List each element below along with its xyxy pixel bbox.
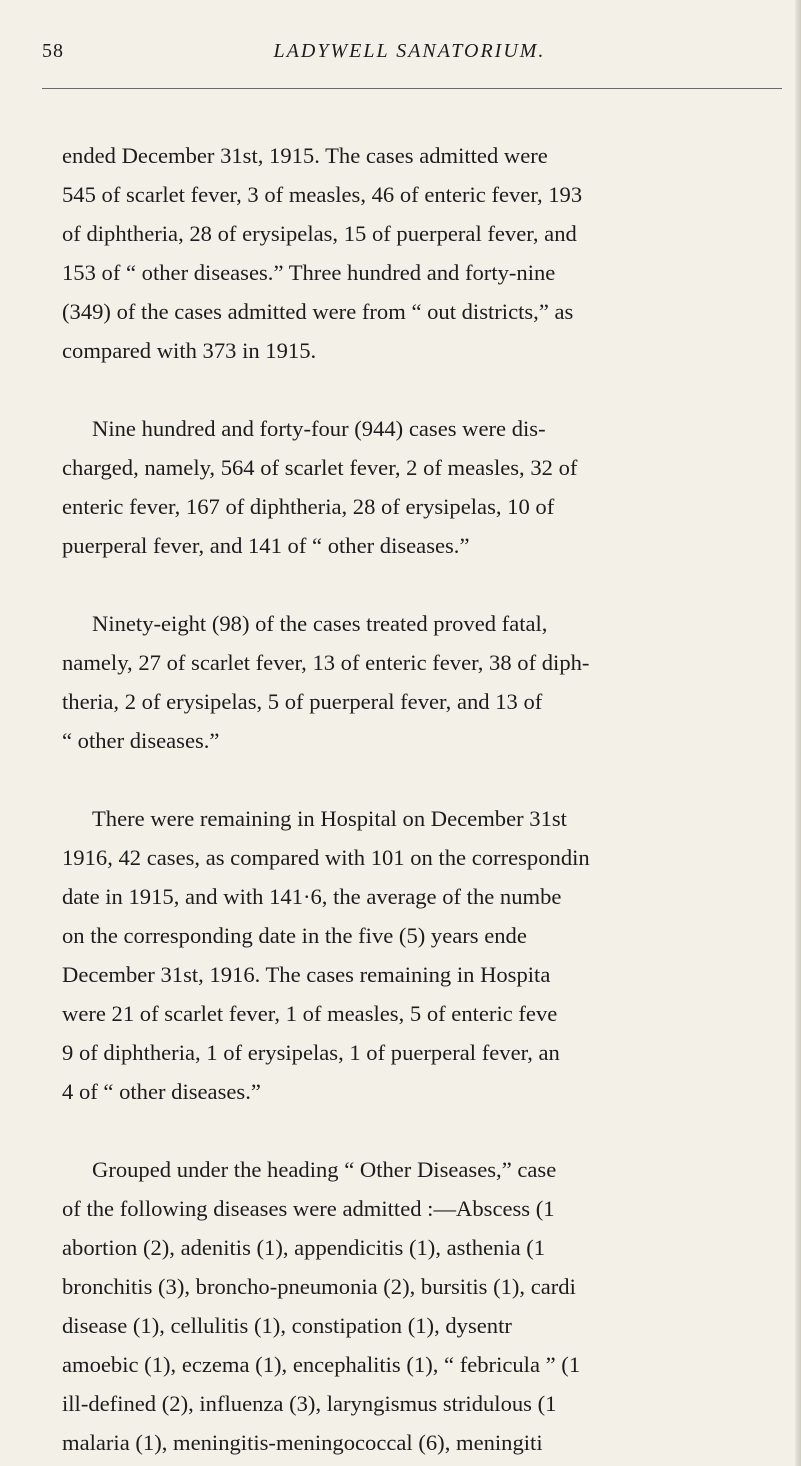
text-line: Ninety-eight (98) of the cases treated proved fatal,: [92, 611, 548, 636]
text-line: Nine hundred and forty-four (944) cases were dis-: [92, 416, 546, 441]
text-line: of diphtheria, 28 of erysipelas, 15 of puerperal fever, and: [62, 221, 577, 246]
text-line: (349) of the cases admitted were from “ out districts,” as: [62, 299, 574, 324]
header-rule: [42, 88, 782, 89]
text-line: abortion (2), adenitis (1), appendicitis (1), asthenia (1: [62, 1235, 546, 1260]
text-line: bronchitis (3), broncho-pneumonia (2), bursitis (1), cardi: [62, 1274, 576, 1299]
paragraph-fatalities: [62, 604, 782, 760]
text-line: 4 of “ other diseases.”: [62, 1079, 261, 1104]
text-line: disease (1), cellulitis (1), constipation (1), dysentr: [62, 1313, 512, 1338]
text-line: of the following diseases were admitted :—Abscess (1: [62, 1196, 555, 1221]
text-line: compared with 373 in 1915.: [62, 338, 317, 363]
text-line: charged, namely, 564 of scarlet fever, 2 of measles, 32 of: [62, 455, 578, 480]
page-number: 58: [42, 40, 64, 62]
body-text: [62, 136, 782, 1462]
text-line: ill-defined (2), influenza (3), laryngismus stridulous (1: [62, 1391, 557, 1416]
text-line: amoebic (1), eczema (1), encephalitis (1), “ febricula ” (1: [62, 1352, 581, 1377]
text-line: were 21 of scarlet fever, 1 of measles, 5 of enteric feve: [62, 1001, 558, 1026]
text-line: “ other diseases.”: [62, 728, 220, 753]
text-line: date in 1915, and with 141·6, the average of the numbe: [62, 884, 562, 909]
text-line: puerperal fever, and 141 of “ other diseases.”: [62, 533, 470, 558]
text-line: 545 of scarlet fever, 3 of measles, 46 of enteric fever, 193: [62, 182, 583, 207]
text-line: There were remaining in Hospital on December 31st: [92, 806, 567, 831]
text-line: namely, 27 of scarlet fever, 13 of enteric fever, 38 of diph-: [62, 650, 590, 675]
running-title: LADYWELL SANATORIUM.: [273, 40, 546, 62]
text-line: malaria (1), meningitis-meningococcal (6), meningiti: [62, 1430, 543, 1455]
text-line: enteric fever, 167 of diphtheria, 28 of erysipelas, 10 of: [62, 494, 555, 519]
page-edge-shadow: [795, 0, 801, 1466]
text-line: theria, 2 of erysipelas, 5 of puerperal fever, and 13 of: [62, 689, 543, 714]
text-line: 153 of “ other diseases.” Three hundred and forty-nine: [62, 260, 556, 285]
page-header: [42, 40, 777, 70]
text-line: December 31st, 1916. The cases remaining in Hospita: [62, 962, 551, 987]
paragraph-discharges: [62, 409, 782, 565]
text-line: 9 of diphtheria, 1 of erysipelas, 1 of puerperal fever, an: [62, 1040, 560, 1065]
text-line: on the corresponding date in the five (5) years ende: [62, 923, 527, 948]
paragraph-remaining: [62, 799, 782, 1111]
paragraph-admissions: [62, 136, 782, 370]
text-line: Grouped under the heading “ Other Diseases,” case: [92, 1157, 557, 1182]
paragraph-other-diseases: [62, 1150, 782, 1462]
text-line: 1916, 42 cases, as compared with 101 on the correspondin: [62, 845, 590, 870]
text-line: ended December 31st, 1915. The cases admitted were: [62, 143, 548, 168]
